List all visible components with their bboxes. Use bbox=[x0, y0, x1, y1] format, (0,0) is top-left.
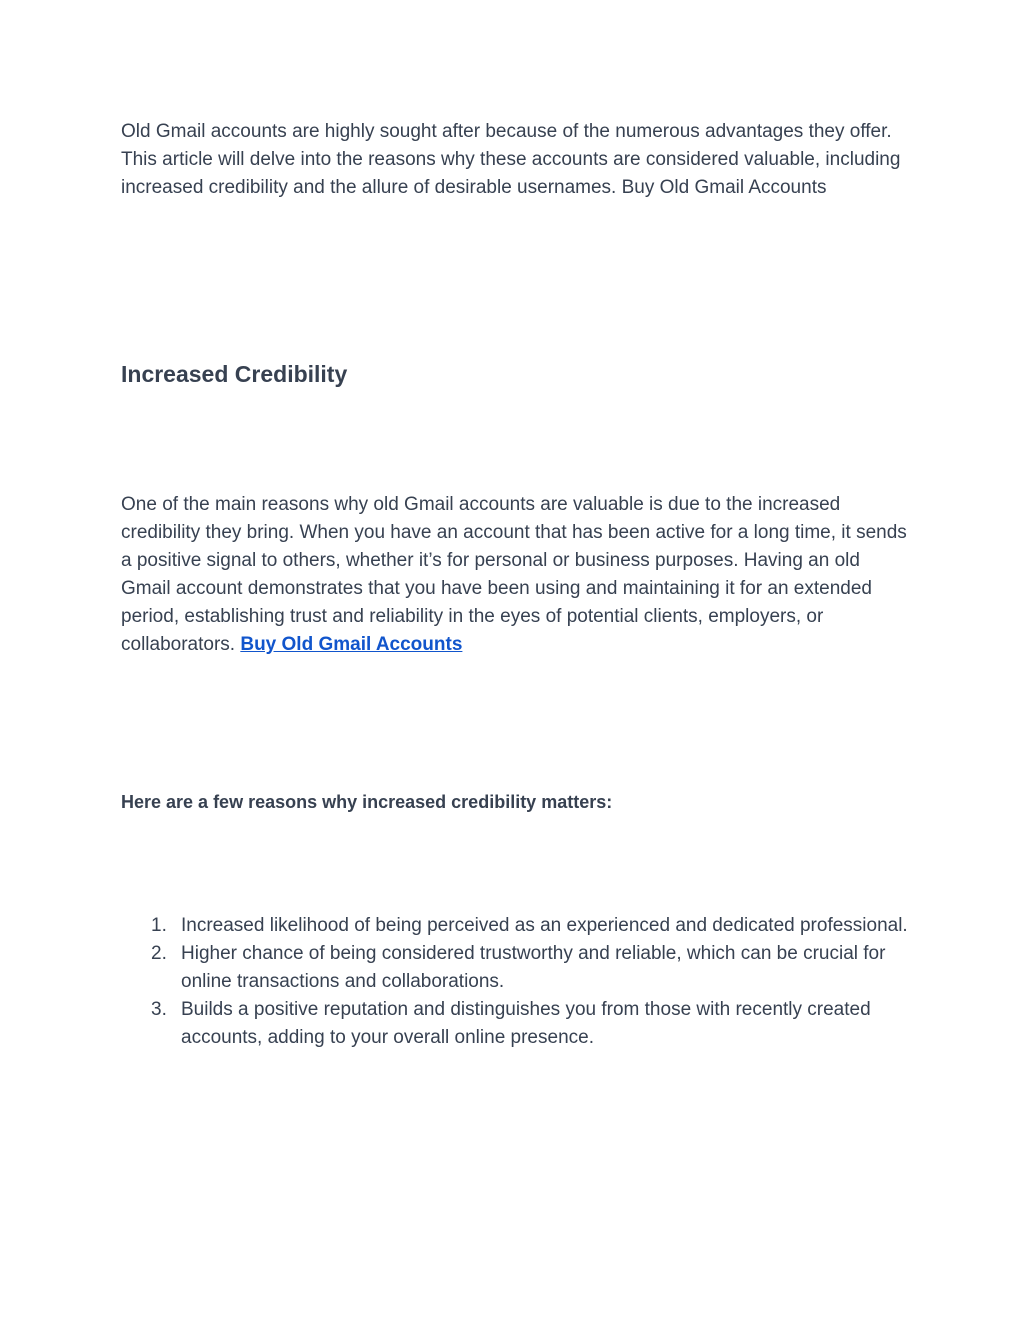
list-item bbox=[121, 996, 911, 1052]
credibility-paragraph-text: One of the main reasons why old Gmail accounts are valuable is due to the increased credibility they bring. When you have an account that has been active for a long time, it sends a positive signal to others, whether it’s for personal or business purposes. Having an old Gmail account demonstrates that you have been using and maintaining it for an extended period, establishing trust and reliability in the eyes of potential clients, employers, or collaborators. bbox=[121, 494, 907, 655]
section-heading: Increased Credibility bbox=[121, 361, 348, 387]
list-item bbox=[121, 940, 911, 996]
list-item-text: Builds a positive reputation and distinguishes you from those with recently created accounts, adding to your overall online presence. bbox=[181, 999, 871, 1048]
list-item-number: 3. bbox=[151, 999, 167, 1020]
list-item-number: 1. bbox=[151, 915, 167, 936]
list-item-text: Increased likelihood of being perceived as an experienced and dedicated professional. bbox=[181, 915, 908, 936]
buy-old-gmail-accounts-link[interactable]: Buy Old Gmail Accounts bbox=[240, 634, 463, 655]
intro-paragraph: Old Gmail accounts are highly sought after because of the numerous advantages they offer. This article will delve into the reasons why these accounts are considered valuable, including increased credibility and the allure of desirable usernames. Buy Old Gmail Accounts bbox=[121, 121, 901, 198]
list-item bbox=[121, 912, 911, 940]
list-item-number: 2. bbox=[151, 943, 167, 964]
reasons-list bbox=[121, 912, 911, 1052]
credibility-paragraph bbox=[121, 491, 911, 659]
list-item-text: Higher chance of being considered trustworthy and reliable, which can be crucial for online transactions and collaborations. bbox=[181, 943, 886, 992]
reasons-subheading: Here are a few reasons why increased credibility matters: bbox=[121, 792, 613, 812]
